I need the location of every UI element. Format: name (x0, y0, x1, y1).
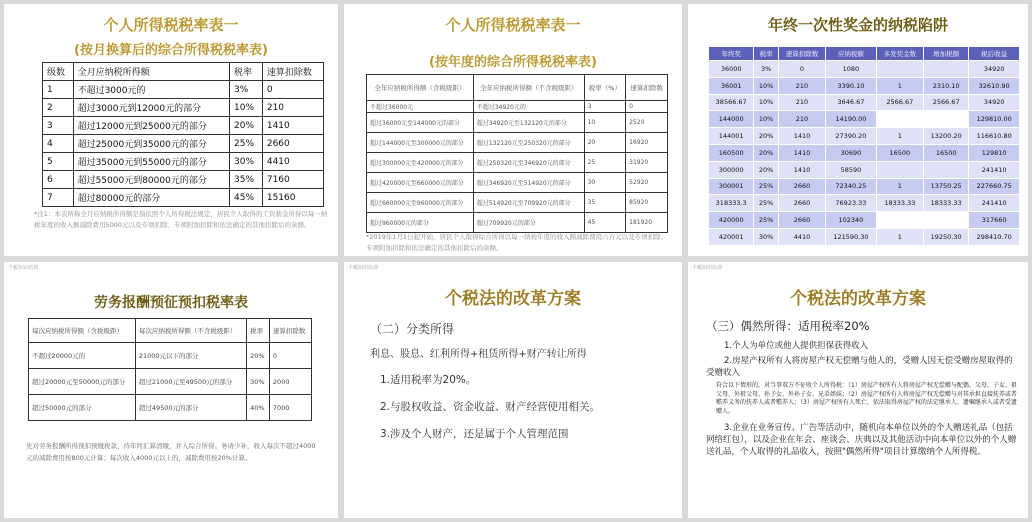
cell: 300000 (709, 161, 754, 178)
cell: 420001 (709, 228, 754, 245)
cell: 25% (754, 195, 779, 212)
cell (876, 111, 923, 128)
section-heading: （三）偶然所得：适用税率20% (706, 319, 870, 333)
cell: 27390.20 (826, 128, 877, 145)
table-row (29, 343, 312, 369)
section-heading: （二）分类所得 (370, 322, 455, 336)
slide-subtitle: (按年度的综合所得税税率表) (429, 55, 597, 70)
cell: 210 (778, 111, 825, 128)
cell: 3390.10 (826, 77, 877, 94)
header-cell: 每次应纳税所得额（不含税级距） (135, 319, 246, 343)
table-row (367, 173, 668, 193)
table-row (367, 113, 668, 133)
slide-title: 年终一次性奖金的纳税陷阱 (767, 16, 948, 34)
cell: 16500 (876, 144, 923, 161)
table-row (709, 77, 1020, 94)
cell: 30% (754, 228, 779, 245)
cell: 30690 (826, 144, 877, 161)
cell: 13750.25 (923, 178, 968, 195)
cell: 超过21000元至49500元的部分 (135, 369, 246, 395)
table-row (709, 161, 1020, 178)
paragraph: 1.个人为单位或他人提供担保获得收入 (724, 341, 869, 351)
cell (876, 161, 923, 178)
header-cell: 税后收益 (969, 47, 1020, 61)
header-cell: 速算扣除数 (269, 319, 311, 343)
cell: 超过709920元的部分 (473, 213, 584, 233)
cell: 6 (43, 171, 74, 189)
cell: 超过660000元至960000元的部分 (367, 193, 474, 213)
cell: 210 (778, 77, 825, 94)
cell: 72340.25 (826, 178, 877, 195)
cell: 116610.80 (969, 128, 1020, 145)
cell: 1 (876, 178, 923, 195)
slide-title: 个人所得税税率表一 (103, 16, 239, 34)
table-row (43, 117, 324, 135)
slide-title: 劳务报酬预征预扣税率表 (94, 295, 248, 311)
cell: 超过12000元到25000元的部分 (73, 117, 229, 135)
cell: 超过960000元的部分 (367, 213, 474, 233)
table-row (709, 212, 1020, 229)
cell: 20 (584, 133, 626, 153)
bonus-table (708, 46, 1020, 246)
cell: 20% (230, 117, 263, 135)
cell: 4410 (262, 153, 323, 171)
cell: 1 (876, 228, 923, 245)
table-row (709, 195, 1020, 212)
table-row (367, 133, 668, 153)
table-row (367, 213, 668, 233)
list-item: 2.与股权收益、资金收益、财产经营使用相关。 (380, 401, 601, 413)
cell: 420000 (709, 212, 754, 229)
slide-title: 个人所得税税率表一 (445, 16, 581, 34)
cell: 5 (43, 153, 74, 171)
table-row (43, 135, 324, 153)
slide-labor-remuneration[interactable] (4, 262, 338, 518)
cell: 1080 (826, 61, 877, 78)
cell: 36000 (709, 61, 754, 78)
cell: 36001 (709, 77, 754, 94)
header-cell: 税率 (230, 63, 263, 81)
cell: 3 (43, 117, 74, 135)
table-row (367, 101, 668, 113)
header-cell: 税率 (754, 47, 779, 61)
footnote: *2019年1月1日起开始，居民个人取得综合所得以每一纳税年度的收入额减除费用六万元以及专项扣除、专项附加扣除和依法确定的其他扣除后的余额。 (366, 233, 668, 252)
cell: 210 (262, 99, 323, 117)
cell: 298410.70 (969, 228, 1020, 245)
cell: 1410 (778, 144, 825, 161)
cell: 3 (584, 101, 626, 113)
labor-tax-table (28, 318, 312, 421)
cell: 超过34920元至132120元的部分 (473, 113, 584, 133)
cell: 129810.00 (969, 111, 1020, 128)
cell: 超过300000元至420000元的部分 (367, 153, 474, 173)
cell: 16920 (626, 133, 668, 153)
cell: 21000元以下的部分 (135, 343, 246, 369)
cell: 不超过34920元的 (473, 101, 584, 113)
cell: 25% (230, 135, 263, 153)
cell: 3% (754, 61, 779, 78)
cell: 52920 (626, 173, 668, 193)
cell: 10 (584, 113, 626, 133)
cell: 超过49500元的部分 (135, 395, 246, 421)
cell: 3646.67 (826, 94, 877, 111)
cell (923, 61, 968, 78)
table-row (709, 111, 1020, 128)
footnote: 先对劳务报酬所得预扣预缴税款，待年终汇算清缴，并入综合所得。务请少补，收入每次不超过4000元的减除费用按800元计算；每次收入4000元以上的，减除费用按20%计算。 (26, 442, 316, 462)
header-cell: 增加税额 (923, 47, 968, 61)
table-row (43, 171, 324, 189)
cell: 4 (43, 135, 74, 153)
header-cell: 应纳税额 (826, 47, 877, 61)
table-row (709, 178, 1020, 195)
table-row (709, 228, 1020, 245)
cell: 超过25000元到35000元的部分 (73, 135, 229, 153)
cell: 超过55000元到80000元的部分 (73, 171, 229, 189)
header-cell: 全年应纳税所得额（含税级距） (367, 75, 474, 101)
cell: 4410 (778, 228, 825, 245)
cell: 210 (778, 94, 825, 111)
cell: 1 (876, 77, 923, 94)
slide-tag: 个税知识培训 (692, 265, 723, 271)
slide-bonus-trap[interactable] (688, 4, 1028, 256)
cell: 超过250320元至346920元的部分 (473, 153, 584, 173)
cell: 1410 (778, 161, 825, 178)
cell: 10% (754, 94, 779, 111)
cell: 121590.30 (826, 228, 877, 245)
cell (923, 161, 968, 178)
cell: 超过35000元到55000元的部分 (73, 153, 229, 171)
cell (876, 61, 923, 78)
header-cell: 多发奖金数 (876, 47, 923, 61)
cell: 16500 (923, 144, 968, 161)
cell: 14190.00 (826, 111, 877, 128)
slide-reform-classified[interactable] (344, 262, 682, 518)
cell: 2660 (778, 178, 825, 195)
header-cell: 速算扣除数 (262, 63, 323, 81)
cell: 2660 (778, 195, 825, 212)
header-cell: 速算扣除数 (778, 47, 825, 61)
slide-tag: 个税知识培训 (8, 265, 39, 271)
table-row (367, 193, 668, 213)
cell: 1 (876, 128, 923, 145)
slide-tag: 个税知识培训 (348, 265, 379, 271)
cell: 241410 (969, 161, 1020, 178)
cell: 181920 (626, 213, 668, 233)
table-row (709, 94, 1020, 111)
cell: 1410 (262, 117, 323, 135)
cell: 2520 (626, 113, 668, 133)
header-cell: 税率 (247, 319, 270, 343)
slide-title: 个税法的改革方案 (790, 289, 926, 309)
cell: 38566.67 (709, 94, 754, 111)
header-cell: 全年应纳税所得额（不含税级距） (473, 75, 584, 101)
slide-body (370, 320, 670, 453)
cell (923, 111, 968, 128)
cell: 58590 (826, 161, 877, 178)
cell: 317660 (969, 212, 1020, 229)
cell: 35 (584, 193, 626, 213)
cell: 超过132120元至250320元的部分 (473, 133, 584, 153)
header-cell: 税率（%） (584, 75, 626, 101)
table-row (43, 81, 324, 99)
cell: 2 (43, 99, 74, 117)
list-item: 3.涉及个人财产，还是属于个人管理范围 (380, 428, 569, 440)
monthly-tax-table (42, 62, 324, 207)
cell: 25% (754, 178, 779, 195)
cell: 40% (247, 395, 270, 421)
cell: 超过36000元至144000元的部分 (367, 113, 474, 133)
fine-print: 符合以下情形的，对当事双方不征收个人所得税：（1）房屋产权所有人将房屋产权无偿赠与配偶、父母、子女、祖父母、外祖父母、孙子女、外孙子女、兄弟姐妹；（2）房屋产权所有人将房屋产权无偿赠与对其承担直接抚养或者赡养义务的抚养人或者赡养人；（3）房屋产权所有人死亡，依法取得房屋产权的法定继承人、遗嘱继承人或者受遗赠人。 (716, 382, 1017, 415)
cell: 超过50000元的部分 (29, 395, 136, 421)
header-cell: 全月应纳税所得额 (73, 63, 229, 81)
header-cell: 每次应纳税所得额（含税级距） (29, 319, 136, 343)
table-row (43, 189, 324, 207)
cell: 318333.3 (709, 195, 754, 212)
list-item: 1.适用税率为20%。 (380, 374, 477, 386)
table-row (367, 153, 668, 173)
slide-body (706, 318, 1018, 461)
cell: 25 (584, 153, 626, 173)
cell: 7 (43, 189, 74, 207)
cell: 15160 (262, 189, 323, 207)
cell: 2310.10 (923, 77, 968, 94)
table-row (43, 99, 324, 117)
cell: 25% (754, 212, 779, 229)
cell: 34920 (969, 61, 1020, 78)
slide-reform-incidental[interactable] (688, 262, 1028, 518)
header-cell: 年终奖 (709, 47, 754, 61)
table-row (43, 153, 324, 171)
cell: 0 (262, 81, 323, 99)
cell: 102340 (826, 212, 877, 229)
cell: 129810 (969, 144, 1020, 161)
cell: 10% (754, 77, 779, 94)
cell (876, 212, 923, 229)
cell: 2000 (269, 369, 311, 395)
cell: 32610.90 (969, 77, 1020, 94)
cell: 7160 (262, 171, 323, 189)
cell: 300001 (709, 178, 754, 195)
cell: 30% (230, 153, 263, 171)
cell: 227660.75 (969, 178, 1020, 195)
table-row (29, 395, 312, 421)
cell: 30 (584, 173, 626, 193)
cell: 超过3000元到12000元的部分 (73, 99, 229, 117)
cell: 0 (778, 61, 825, 78)
header-cell: 速算扣除数 (626, 75, 668, 101)
table-row (709, 128, 1020, 145)
cell: 不超过3000元的 (73, 81, 229, 99)
cell: 160500 (709, 144, 754, 161)
header-cell: 级数 (43, 63, 74, 81)
cell: 45% (230, 189, 263, 207)
cell: 2660 (778, 212, 825, 229)
cell: 3% (230, 81, 263, 99)
paragraph: 2.房屋产权所有人将房屋产权无偿赠与他人的，受赠人因无偿受赠房屋取得的受赠收入 (706, 356, 1013, 378)
cell: 1 (43, 81, 74, 99)
table-row (29, 369, 312, 395)
cell: 18333.33 (923, 195, 968, 212)
cell: 2566.67 (876, 94, 923, 111)
cell: 34920 (969, 94, 1020, 111)
cell: 超过514920元至709920元的部分 (473, 193, 584, 213)
cell: 13200.20 (923, 128, 968, 145)
cell: 30% (247, 369, 270, 395)
cell: 超过420000元至660000元的部分 (367, 173, 474, 193)
cell: 20% (754, 128, 779, 145)
cell: 2660 (262, 135, 323, 153)
cell: 241410 (969, 195, 1020, 212)
paragraph: 3.企业在业务宣传、广告等活动中，随机向本单位以外的个人赠送礼品（包括网络红包），以及企业在年会、座谈会、庆典以及其他活动中向本单位以外的个人赠送礼品，个人取得的礼品收入，按照"偶然所得"项目计算缴纳个人所得税。 (706, 423, 1017, 457)
cell: 18333.33 (876, 195, 923, 212)
slide-monthly-tax-table[interactable] (4, 4, 338, 256)
slide-subtitle: (按月换算后的综合所得税税率表) (74, 43, 268, 58)
cell: 76923.33 (826, 195, 877, 212)
cell: 20% (754, 161, 779, 178)
cell: 2566.67 (923, 94, 968, 111)
cell: 不超过20000元的 (29, 343, 136, 369)
annual-tax-table (366, 74, 668, 233)
slide-annual-tax-table[interactable] (344, 4, 682, 256)
cell: 31920 (626, 153, 668, 173)
cell: 85920 (626, 193, 668, 213)
cell (923, 212, 968, 229)
cell: 0 (269, 343, 311, 369)
cell: 10% (754, 111, 779, 128)
footnote: *注1：本表所称全月应纳税所得额是指依照个人所得税法规定，居民个人取得的工资薪金所得以每一纳税年度的收入额减除费用5000元以及专项扣除、专项附加扣除和依法确定的其他扣除后的余额。 (34, 210, 328, 229)
table-row (709, 144, 1020, 161)
cell: 超过144000元至300000元的部分 (367, 133, 474, 153)
cell: 超过80000元的部分 (73, 189, 229, 207)
cell: 20% (247, 343, 270, 369)
cell: 144000 (709, 111, 754, 128)
cell: 1410 (778, 128, 825, 145)
table-row (709, 61, 1020, 78)
cell: 45 (584, 213, 626, 233)
cell: 0 (626, 101, 668, 113)
slide-title: 个税法的改革方案 (445, 289, 581, 309)
cell: 20% (754, 144, 779, 161)
cell: 10% (230, 99, 263, 117)
cell: 19250.30 (923, 228, 968, 245)
cell: 144001 (709, 128, 754, 145)
cell: 超过346920元至514920元的部分 (473, 173, 584, 193)
cell: 超过20000元至50000元的部分 (29, 369, 136, 395)
cell: 7000 (269, 395, 311, 421)
cell: 不超过36000元 (367, 101, 474, 113)
income-types: 利息、股息、红利所得+租赁所得+财产转让所得 (370, 349, 587, 360)
cell: 35% (230, 171, 263, 189)
